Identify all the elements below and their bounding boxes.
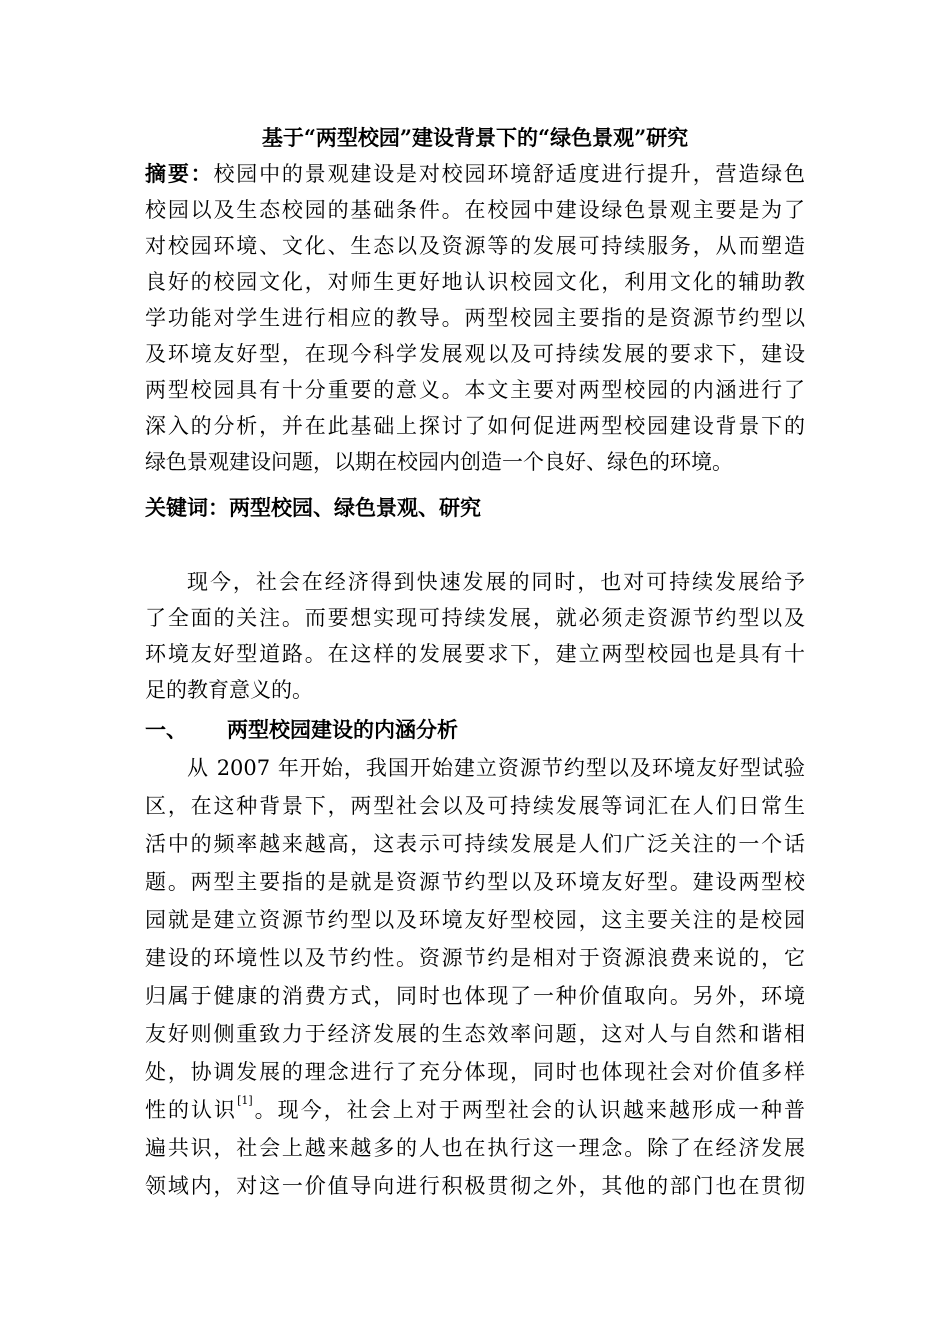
section-heading-text: 两型校园建设的内涵分析 xyxy=(227,717,458,742)
section-line-9: 处，协调发展的理念进行了充分体现，同时也体现社会对价值多样 xyxy=(145,1060,805,1084)
keywords-value: 两型校园、绿色景观、研究 xyxy=(229,495,481,520)
abstract-label: 摘要： xyxy=(145,161,214,186)
keywords-label: 关键词： xyxy=(145,495,229,520)
intro-line-1: 现今，社会在经济得到快速发展的同时，也对可持续发展给予 xyxy=(187,570,805,594)
section-line-4: 题。两型主要指的是就是资源节约型以及环境友好型。建设两型校 xyxy=(145,870,805,894)
section-line-6: 建设的环境性以及节约性。资源节约是相对于资源浪费来说的，它 xyxy=(145,946,805,970)
abstract-line-8: 深入的分析，并在此基础上探讨了如何促进两型校园建设背景下的 xyxy=(145,414,805,438)
abstract-line-1 xyxy=(145,156,805,192)
abstract-line-2: 校园以及生态校园的基础条件。在校园中建设绿色景观主要是为了 xyxy=(145,198,805,222)
section-line-8: 友好则侧重致力于经济发展的生态效率问题，这对人与自然和谐相 xyxy=(145,1022,805,1046)
section-number: 一、 xyxy=(145,717,187,742)
section-line-10 xyxy=(145,1092,805,1128)
abstract-text-1: 校园中的景观建设是对校园环境舒适度进行提升，营造绿色 xyxy=(213,162,806,186)
section-heading xyxy=(145,712,458,748)
citation-text-before: 性的认识 xyxy=(145,1098,238,1122)
section-line-7: 归属于健康的消费方式，同时也体现了一种价值取向。另外，环境 xyxy=(145,984,805,1008)
intro-line-4: 足的教育意义的。 xyxy=(145,678,313,702)
abstract-line-7: 两型校园具有十分重要的意义。本文主要对两型校园的内涵进行了 xyxy=(145,378,805,402)
keywords-line xyxy=(145,490,481,526)
section-line-11: 遍共识，社会上越来越多的人也在执行这一理念。除了在经济发展 xyxy=(145,1136,805,1160)
section-line-3: 活中的频率越来越高，这表示可持续发展是人们广泛关注的一个话 xyxy=(145,832,805,856)
intro-line-2: 了全面的关注。而要想实现可持续发展，就必须走资源节约型以及 xyxy=(145,606,805,630)
intro-line-3: 环境友好型道路。在这样的发展要求下，建立两型校园也是具有十 xyxy=(145,642,805,666)
citation-mark: [1] xyxy=(237,1094,253,1107)
section-line-12: 领域内，对这一价值导向进行积极贯彻之外，其他的部门也在贯彻 xyxy=(145,1174,805,1198)
abstract-line-6: 及环境友好型，在现今科学发展观以及可持续发展的要求下，建设 xyxy=(145,342,805,366)
document-title: 基于“两型校园”建设背景下的“绿色景观”研究 xyxy=(261,125,689,150)
abstract-line-5: 学功能对学生进行相应的教导。两型校园主要指的是资源节约型以 xyxy=(145,306,805,330)
abstract-line-4: 良好的校园文化，对师生更好地认识校园文化，利用文化的辅助教 xyxy=(145,270,805,294)
abstract-line-3: 对校园环境、文化、生态以及资源等的发展可持续服务，从而塑造 xyxy=(145,234,805,258)
section-line-1: 从 2007 年开始，我国开始建立资源节约型以及环境友好型试验 xyxy=(187,756,805,780)
section-line-5: 园就是建立资源节约型以及环境友好型校园，这主要关注的是校园 xyxy=(145,908,805,932)
abstract-line-9: 绿色景观建设问题，以期在校园内创造一个良好、绿色的环境。 xyxy=(145,450,733,474)
section-line-2: 区，在这种背景下，两型社会以及可持续发展等词汇在人们日常生 xyxy=(145,794,805,818)
citation-text-after: 。现今，社会上对于两型社会的认识越来越形成一种普 xyxy=(252,1098,806,1122)
